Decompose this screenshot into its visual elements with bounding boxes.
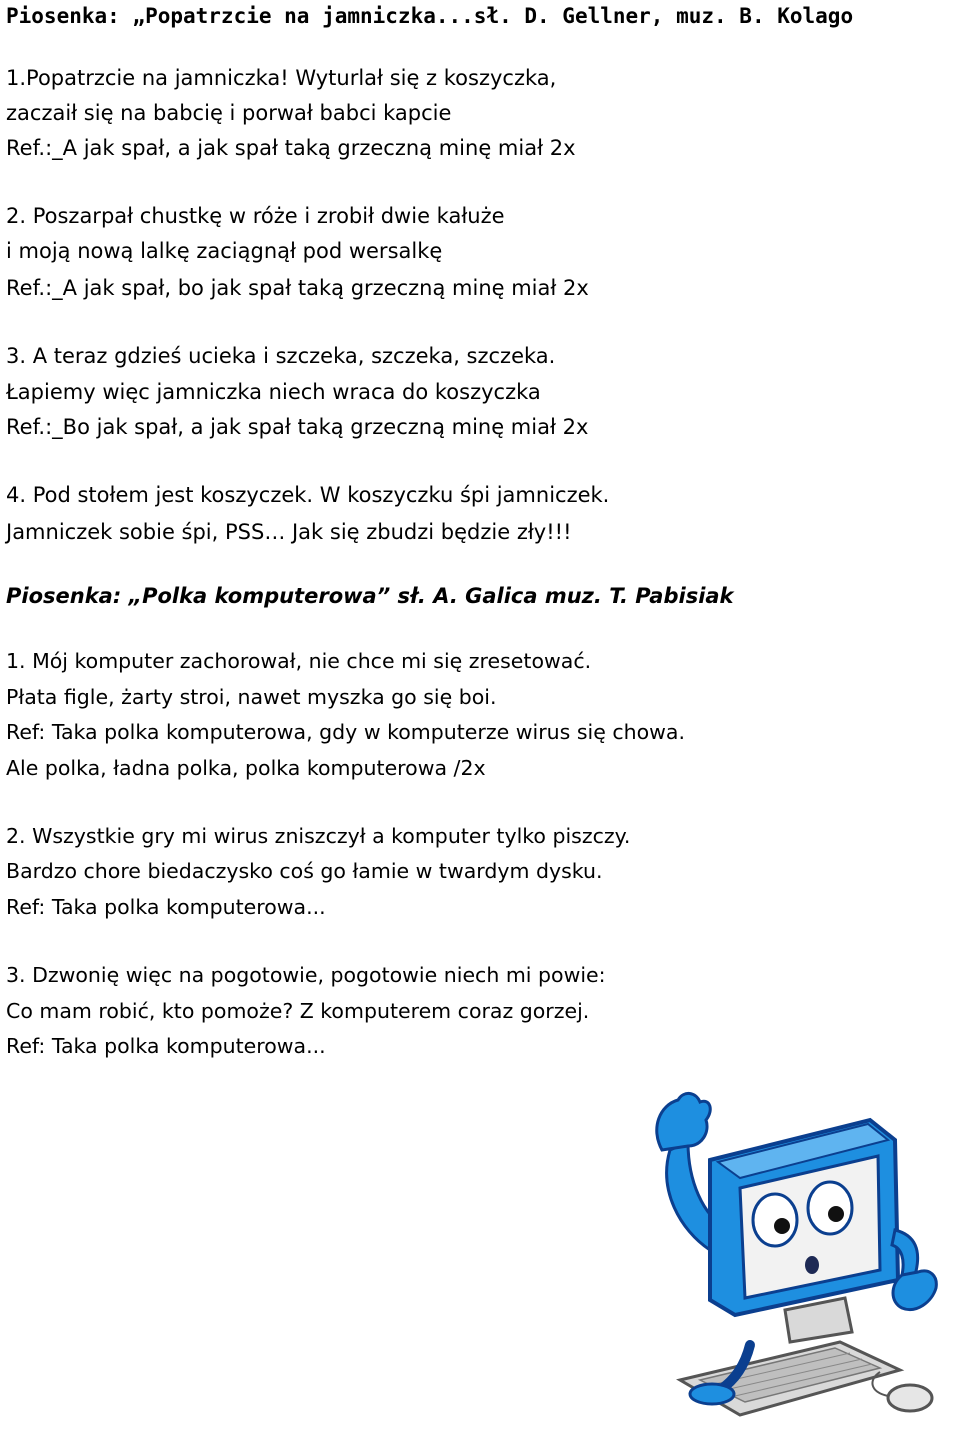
song2-line: 1. Mój komputer zachorował, nie chce mi się zresetować. (6, 649, 592, 673)
song1-line: zaczaił się na babcię i porwał babci kapcie (6, 101, 452, 125)
song1-line: 2. Poszarpał chustkę w róże i zrobił dwie kałuże (6, 204, 505, 228)
song1-line: 1.Popatrzcie na jamniczka! Wyturlał się z koszyczka, (6, 66, 557, 90)
song1-line: 4. Pod stołem jest koszyczek. W koszyczku śpi jamniczek. (6, 483, 610, 507)
song1-line: Łapiemy więc jamniczka niech wraca do koszyczka (6, 380, 541, 404)
song2-title: Piosenka: „Polka komputerowa” sł. A. Galica muz. T. Pabisiak (6, 584, 734, 608)
song2-line: Płata figle, żarty stroi, nawet myszka go się boi. (6, 685, 497, 709)
song1-line: i moją nową lalkę zaciągnął pod wersalkę (6, 239, 443, 263)
song2-line: Ref: Taka polka komputerowa, gdy w komputerze wirus się chowa. (6, 720, 685, 744)
song2-line: Ref: Taka polka komputerowa... (6, 1034, 326, 1058)
song2-line: Ale polka, ładna polka, polka komputerowa /2x (6, 756, 486, 780)
song2-line: Co mam robić, kto pomoże? Z komputerem coraz gorzej. (6, 999, 590, 1023)
song2-line: Bardzo chore biedaczysko coś go łamie w twardym dysku. (6, 859, 603, 883)
song2-line: 2. Wszystkie gry mi wirus zniszczył a komputer tylko piszczy. (6, 824, 631, 848)
song1-title: Piosenka: „Popatrzcie na jamniczka...sł. D. Gellner, muz. B. Kolago (6, 4, 854, 28)
song2-line: 3. Dzwonię więc na pogotowie, pogotowie niech mi powie: (6, 963, 606, 987)
song1-line: Ref.:_A jak spał, bo jak spał taką grzeczną minę miał 2x (6, 276, 589, 300)
song1-line: 3. A teraz gdzieś ucieka i szczeka, szczeka, szczeka. (6, 344, 556, 368)
song2-line: Ref: Taka polka komputerowa... (6, 895, 326, 919)
song1-line: Jamniczek sobie śpi, PSS… Jak się zbudzi będzie zły!!! (6, 520, 572, 544)
song1-line: Ref.:_Bo jak spał, a jak spał taką grzeczną minę miał 2x (6, 415, 589, 439)
computer-mascot-icon (640, 1080, 940, 1430)
song1-line: Ref.:_A jak spał, a jak spał taką grzeczną minę miał 2x (6, 136, 576, 160)
